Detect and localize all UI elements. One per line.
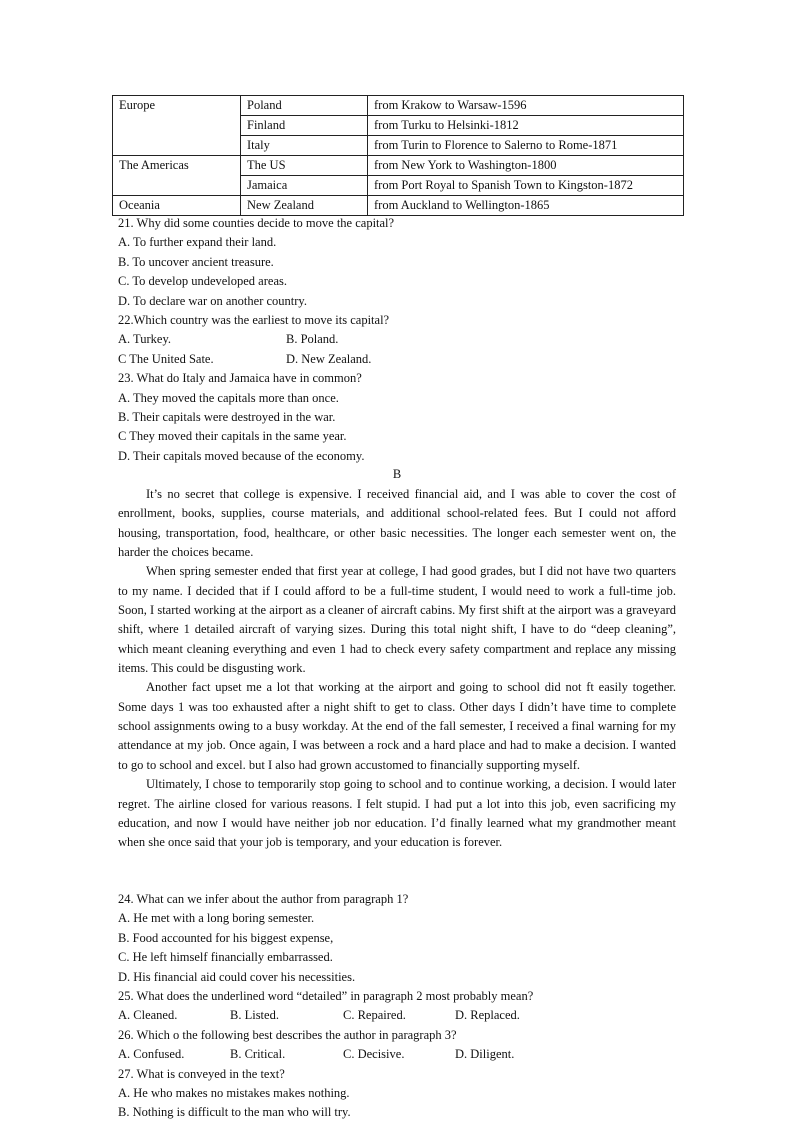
question-21-option-d: D. To declare war on another country. bbox=[118, 293, 307, 308]
question-24-option-a: A. He met with a long boring semester. bbox=[118, 911, 315, 926]
question-26-options-row bbox=[118, 1045, 688, 1064]
route-cell: from New York to Washington-1800 bbox=[368, 156, 684, 176]
table-row bbox=[113, 96, 684, 116]
region-cell: The Americas bbox=[113, 156, 241, 196]
table-row bbox=[113, 196, 684, 216]
question-23-stem: 23. What do Italy and Jamaica have in common? bbox=[118, 371, 362, 386]
question-25-stem: 25. What does the underlined word “detailed” in paragraph 2 most probably mean? bbox=[118, 989, 534, 1004]
route-cell: from Auckland to Wellington-1865 bbox=[368, 196, 684, 216]
question-25-option-d: D. Replaced. bbox=[455, 1008, 520, 1023]
route-cell: from Port Royal to Spanish Town to Kingston-1872 bbox=[368, 176, 684, 196]
country-cell: The US bbox=[241, 156, 368, 176]
questions-21-23 bbox=[118, 214, 688, 466]
region-cell: Europe bbox=[113, 96, 241, 156]
capital-move-table bbox=[112, 95, 684, 216]
section-heading: B bbox=[392, 467, 402, 481]
question-22-options-row bbox=[118, 330, 688, 349]
question-27-option-a: A. He who makes no mistakes makes nothing. bbox=[118, 1086, 350, 1101]
question-21-stem: 21. Why did some counties decide to move the capital? bbox=[118, 216, 395, 230]
question-26-option-a: A. Confused. bbox=[118, 1047, 185, 1062]
question-25-option-a: A. Cleaned. bbox=[118, 1008, 178, 1023]
country-cell: Poland bbox=[241, 96, 368, 116]
question-27-stem: 27. What is conveyed in the text? bbox=[118, 1066, 285, 1081]
passage-paragraph-1: It’s no secret that college is expensive. I received financial aid, and I was able to cover the cost of enrollment, books, supplies, course materials, and additional school-related fees. But I could not afford housing, transportation, food, healthcare, or other basic necessities. The longer each semester went on, the harder the choices became. bbox=[118, 487, 676, 560]
question-25-option-b: B. Listed. bbox=[230, 1008, 279, 1023]
question-22-option-b: B. Poland. bbox=[286, 332, 339, 347]
question-23-option-b: B. Their capitals were destroyed in the war. bbox=[118, 410, 336, 425]
question-26-option-b: B. Critical. bbox=[230, 1047, 286, 1062]
question-23-option-a: A. They moved the capitals more than once. bbox=[118, 390, 339, 405]
question-23-option-c: C They moved their capitals in the same year. bbox=[118, 429, 347, 444]
question-22-options-row bbox=[118, 350, 688, 369]
region-cell: Oceania bbox=[113, 196, 241, 216]
passage-paragraph-2: When spring semester ended that first year at college, I had good grades, but I did not have two quarters to my name. I decided that if I could afford to be a full-time student, I would need to work a full-time job. Soon, I started working at the airport as a cleaner of aircraft cabins. My first shift at the airport was a graveyard shift, where 1 detailed aircraft of varying sizes. During this total night shift, I have to do “deep cleaning”, which meant cleaning everything and even 1 had to check every safety compartment and replace any missing items. This could be disgusting work. bbox=[118, 564, 676, 676]
question-25-options-row bbox=[118, 1006, 688, 1025]
question-25-option-c: C. Repaired. bbox=[343, 1008, 406, 1023]
route-cell: from Turin to Florence to Salerno to Rome-1871 bbox=[368, 136, 684, 156]
question-22-option-c: C The United Sate. bbox=[118, 351, 214, 366]
table-row bbox=[113, 156, 684, 176]
question-21-option-b: B. To uncover ancient treasure. bbox=[118, 254, 274, 269]
reading-passage bbox=[118, 485, 676, 853]
question-26-stem: 26. Which o the following best describes the author in paragraph 3? bbox=[118, 1027, 457, 1042]
route-cell: from Turku to Helsinki-1812 bbox=[368, 116, 684, 136]
question-27-option-b: B. Nothing is difficult to the man who will try. bbox=[118, 1105, 351, 1120]
question-23-option-d: D. Their capitals moved because of the economy. bbox=[118, 448, 365, 463]
question-26-option-d: D. Diligent. bbox=[455, 1047, 515, 1062]
country-cell: New Zealand bbox=[241, 196, 368, 216]
route-cell: from Krakow to Warsaw-1596 bbox=[368, 96, 684, 116]
passage-paragraph-4: Ultimately, I chose to temporarily stop going to school and to continue working, a decision. I would later regret. The airline closed for various reasons. I felt stupid. I had put a lot into this job, even sacrificing my education, and now I would have neither job nor education. I’d finally learned what my grandmother meant when she once said that your job is temporary, and your education is forever. bbox=[118, 777, 676, 850]
question-21-option-a: A. To further expand their land. bbox=[118, 235, 277, 250]
country-cell: Italy bbox=[241, 136, 368, 156]
passage-paragraph-3: Another fact upset me a lot that working at the airport and going to school did not ft easily together. Some days 1 was too exhausted after a night shift to get to class. Other days I didn’t have time to complete school assignments owing to a busy workday. At the end of the fall semester, I received a final warning for my attendance at my job. Once again, I was between a rock and a hard place and had to make a decision. I wanted to go to school and excel. but I also had grown accustomed to financially supporting myself. bbox=[118, 680, 676, 772]
country-cell: Finland bbox=[241, 116, 368, 136]
question-24-stem: 24. What can we infer about the author from paragraph 1? bbox=[118, 892, 409, 906]
question-26-option-c: C. Decisive. bbox=[343, 1047, 405, 1062]
questions-24-27 bbox=[118, 890, 688, 1123]
country-cell: Jamaica bbox=[241, 176, 368, 196]
question-24-option-b: B. Food accounted for his biggest expense, bbox=[118, 930, 334, 945]
question-22-option-a: A. Turkey. bbox=[118, 332, 172, 347]
question-22-stem: 22.Which country was the earliest to move its capital? bbox=[118, 313, 390, 328]
question-24-option-c: C. He left himself financially embarrassed. bbox=[118, 950, 333, 965]
question-24-option-d: D. His financial aid could cover his necessities. bbox=[118, 969, 356, 984]
question-21-option-c: C. To develop undeveloped areas. bbox=[118, 274, 287, 289]
question-22-option-d: D. New Zealand. bbox=[286, 351, 372, 366]
